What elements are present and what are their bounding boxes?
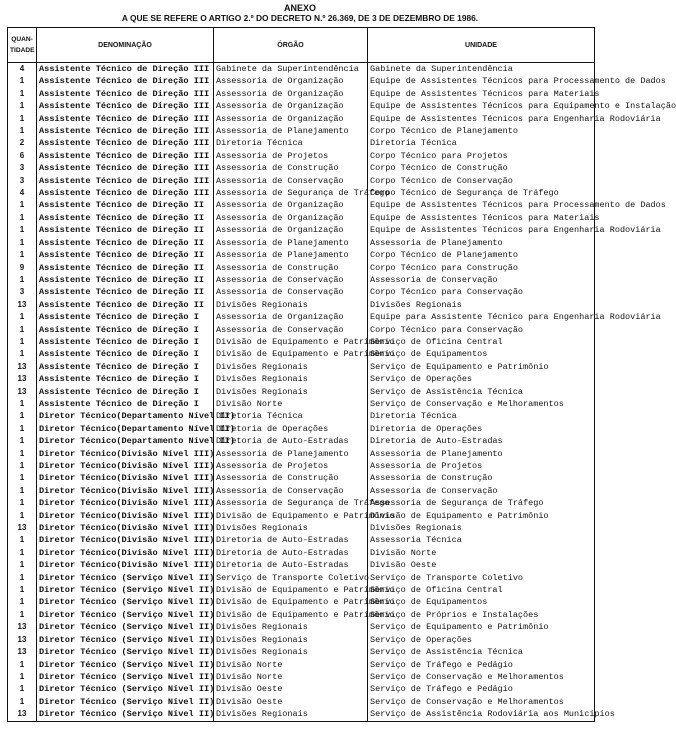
table-row [8, 262, 595, 274]
cell-quantidade: 3 [8, 162, 37, 174]
cell-denominacao: Assistente Técnico de Direção III [37, 100, 214, 112]
cell-quantidade: 13 [8, 621, 37, 633]
cell-quantidade: 1 [8, 398, 37, 410]
cell-orgao: Divisão de Equipamento e Patrimônio [214, 336, 368, 348]
cell-unidade: Serviço de Conservação e Melhoramentos [368, 671, 595, 683]
document-title: ANEXO [283, 3, 316, 13]
cell-denominacao: Diretor Técnico(Divisão Nível III) [37, 497, 214, 509]
cell-unidade: Assessoria de Planejamento [368, 448, 595, 460]
cell-orgao: Divisão de Equipamento e Patrimônio [214, 348, 368, 360]
cell-unidade: Gabinete da Superintendência [368, 63, 595, 76]
table-row [8, 125, 595, 137]
cell-orgao: Divisões Regionais [214, 386, 368, 398]
table-row [8, 224, 595, 236]
cell-denominacao: Assistente Técnico de Direção III [37, 150, 214, 162]
cell-quantidade: 1 [8, 472, 37, 484]
column-header-unidade: UNIDADE [368, 28, 595, 63]
cell-denominacao: Diretor Técnico(Departamento Nível II) [37, 423, 214, 435]
cell-orgao: Assessoria de Projetos [214, 460, 368, 472]
cell-orgao: Diretoria de Operações [214, 423, 368, 435]
cell-denominacao: Assistente Técnico de Direção I [37, 348, 214, 360]
cell-quantidade: 1 [8, 88, 37, 100]
table-row [8, 150, 595, 162]
cell-quantidade: 13 [8, 299, 37, 311]
cell-denominacao: Assistente Técnico de Direção II [37, 262, 214, 274]
cell-orgao: Divisões Regionais [214, 522, 368, 534]
table-row [8, 423, 595, 435]
cell-quantidade: 1 [8, 559, 37, 571]
cell-unidade: Divisões Regionais [368, 522, 595, 534]
column-header-quantidade [8, 28, 37, 63]
table-row [8, 671, 595, 683]
cell-orgao: Divisões Regionais [214, 708, 368, 721]
cell-orgao: Assessoria de Organização [214, 311, 368, 323]
table-row [8, 100, 595, 112]
cell-denominacao: Assistente Técnico de Direção III [37, 63, 214, 76]
cell-orgao: Divisão Norte [214, 659, 368, 671]
cell-unidade: Serviço de Assistência Técnica [368, 646, 595, 658]
cell-quantidade: 1 [8, 497, 37, 509]
table-row [8, 609, 595, 621]
cell-orgao: Diretoria de Auto-Estradas [214, 534, 368, 546]
cell-unidade: Serviço de Transporte Coletivo [368, 572, 595, 584]
cell-quantidade: 13 [8, 646, 37, 658]
cell-orgao: Assessoria de Construção [214, 472, 368, 484]
cell-quantidade: 1 [8, 547, 37, 559]
table-row [8, 596, 595, 608]
table-row [8, 559, 595, 571]
cell-quantidade: 1 [8, 249, 37, 261]
cell-unidade: Corpo Técnico para Projetos [368, 150, 595, 162]
table-row [8, 460, 595, 472]
cell-unidade: Assessoria de Conservação [368, 274, 595, 286]
cell-denominacao: Assistente Técnico de Direção III [37, 125, 214, 137]
cell-denominacao: Assistente Técnico de Direção III [37, 162, 214, 174]
cell-denominacao: Diretor Técnico (Serviço Nível II) [37, 621, 214, 633]
cell-orgao: Assessoria de Planejamento [214, 448, 368, 460]
cell-quantidade: 1 [8, 572, 37, 584]
cell-orgao: Assessoria de Construção [214, 262, 368, 274]
cell-orgao: Assessoria de Organização [214, 100, 368, 112]
table-header-row [8, 28, 595, 63]
table-row [8, 634, 595, 646]
cell-denominacao: Assistente Técnico de Direção II [37, 274, 214, 286]
cell-denominacao: Assistente Técnico de Direção II [37, 249, 214, 261]
cell-unidade: Corpo Técnico de Conservação [368, 175, 595, 187]
cell-denominacao: Diretor Técnico (Serviço Nível II) [37, 659, 214, 671]
cell-denominacao: Diretor Técnico(Divisão Nível III) [37, 510, 214, 522]
cell-denominacao: Diretor Técnico(Divisão Nível III) [37, 460, 214, 472]
cell-quantidade: 1 [8, 423, 37, 435]
cell-unidade: Equipe para Assistente Técnico para Engenharia Rodoviária [368, 311, 595, 323]
cell-quantidade: 1 [8, 584, 37, 596]
cell-denominacao: Diretor Técnico (Serviço Nível II) [37, 708, 214, 721]
cell-unidade: Serviço de Assistência Técnica [368, 386, 595, 398]
table-row [8, 199, 595, 211]
cell-quantidade: 1 [8, 596, 37, 608]
annex-table [7, 27, 676, 722]
cell-orgao: Divisões Regionais [214, 373, 368, 385]
cell-unidade: Equipe de Assistentes Técnicos para Processamento de Dados [368, 75, 595, 87]
cell-quantidade: 1 [8, 671, 37, 683]
cell-quantidade: 13 [8, 361, 37, 373]
cell-denominacao: Diretor Técnico (Serviço Nível II) [37, 634, 214, 646]
table-row [8, 621, 595, 633]
cell-quantidade: 1 [8, 448, 37, 460]
cell-denominacao: Diretor Técnico(Divisão Nível III) [37, 534, 214, 546]
cell-orgao: Assessoria de Organização [214, 75, 368, 87]
cell-quantidade: 13 [8, 708, 37, 721]
table-row [8, 286, 595, 298]
cell-quantidade: 1 [8, 410, 37, 422]
cell-quantidade: 1 [8, 113, 37, 125]
cell-orgao: Assessoria de Construção [214, 162, 368, 174]
table-row [8, 497, 595, 509]
cell-quantidade: 1 [8, 659, 37, 671]
column-header-quantidade-line2: TIDADE [10, 47, 35, 54]
cell-orgao: Serviço de Transporte Coletivo [214, 572, 368, 584]
cell-orgao: Diretoria de Auto-Estradas [214, 547, 368, 559]
table-row [8, 348, 595, 360]
cell-unidade: Serviço de Equipamento e Patrimônio [368, 621, 595, 633]
cell-denominacao: Diretor Técnico(Departamento Nível II) [37, 435, 214, 447]
table-row [8, 336, 595, 348]
cell-quantidade: 1 [8, 274, 37, 286]
cell-unidade: Divisão Oeste [368, 559, 595, 571]
cell-denominacao: Diretor Técnico(Divisão Nível III) [37, 472, 214, 484]
cell-orgao: Assessoria de Organização [214, 212, 368, 224]
cell-orgao: Gabinete da Superintendência [214, 63, 368, 76]
table-row [8, 410, 595, 422]
cell-denominacao: Diretor Técnico (Serviço Nível II) [37, 696, 214, 708]
table-row [8, 708, 595, 721]
cell-orgao: Assessoria de Segurança de Tráfego [214, 187, 368, 199]
cell-unidade: Serviço de Equipamentos [368, 348, 595, 360]
table-row [8, 398, 595, 410]
table-row [8, 361, 595, 373]
cell-quantidade: 1 [8, 609, 37, 621]
cell-unidade: Serviço de Oficina Central [368, 336, 595, 348]
table-row [8, 435, 595, 447]
cell-orgao: Divisão Norte [214, 398, 368, 410]
cell-quantidade: 1 [8, 435, 37, 447]
cell-denominacao: Diretor Técnico(Divisão Nível III) [37, 559, 214, 571]
cell-orgao: Assessoria de Conservação [214, 175, 368, 187]
cell-quantidade: 1 [8, 534, 37, 546]
table-row [8, 696, 595, 708]
cell-orgao: Assessoria de Projetos [214, 150, 368, 162]
cell-orgao: Divisão Norte [214, 671, 368, 683]
cell-unidade: Corpo Técnico para Construção [368, 262, 595, 274]
document-subtitle: A QUE SE REFERE O ARTIGO 2.º DO DECRETO N.º 26.369, DE 3 DE DEZEMBRO DE 1986. [121, 13, 479, 23]
cell-denominacao: Assistente Técnico de Direção III [37, 187, 214, 199]
cell-orgao: Assessoria de Conservação [214, 274, 368, 286]
cell-orgao: Divisão de Equipamento e Patrimônio [214, 596, 368, 608]
table-row [8, 63, 595, 76]
cell-unidade: Serviço de Assistência Rodoviária aos Municípios [368, 708, 595, 721]
cell-unidade: Equipe de Assistentes Técnicos para Materiais [368, 212, 595, 224]
table-row [8, 162, 595, 174]
cell-unidade: Serviço de Próprios e Instalações [368, 609, 595, 621]
cell-denominacao: Assistente Técnico de Direção II [37, 212, 214, 224]
cell-orgao: Divisão de Equipamento e Patrimônio [214, 510, 368, 522]
cell-denominacao: Assistente Técnico de Direção I [37, 311, 214, 323]
table-row [8, 683, 595, 695]
table-row [8, 187, 595, 199]
table-row [8, 113, 595, 125]
column-header-denominacao: DENOMINAÇÃO [37, 28, 214, 63]
cell-quantidade: 1 [8, 696, 37, 708]
cell-orgao: Diretoria Técnica [214, 410, 368, 422]
cell-quantidade: 13 [8, 386, 37, 398]
table-row [8, 324, 595, 336]
cell-quantidade: 1 [8, 324, 37, 336]
cell-quantidade: 1 [8, 125, 37, 137]
cell-denominacao: Assistente Técnico de Direção II [37, 199, 214, 211]
cell-orgao: Assessoria de Conservação [214, 324, 368, 336]
cell-unidade: Divisão Norte [368, 547, 595, 559]
cell-denominacao: Diretor Técnico(Divisão Nível III) [37, 547, 214, 559]
cell-denominacao: Assistente Técnico de Direção III [37, 175, 214, 187]
cell-quantidade: 1 [8, 485, 37, 497]
cell-denominacao: Assistente Técnico de Direção II [37, 299, 214, 311]
table-row [8, 646, 595, 658]
table-row [8, 572, 595, 584]
table-row [8, 534, 595, 546]
cell-orgao: Divisões Regionais [214, 646, 368, 658]
cell-quantidade: 2 [8, 137, 37, 149]
cell-orgao: Assessoria de Conservação [214, 286, 368, 298]
table-row [8, 299, 595, 311]
cell-quantidade: 1 [8, 75, 37, 87]
cell-denominacao: Assistente Técnico de Direção III [37, 137, 214, 149]
cell-orgao: Divisão Oeste [214, 683, 368, 695]
column-header-quantidade-line1: QUAN- [11, 36, 33, 43]
cell-unidade: Divisões Regionais [368, 299, 595, 311]
table-row [8, 472, 595, 484]
cell-quantidade: 1 [8, 100, 37, 112]
cell-orgao: Divisão de Equipamento e Patrimônio [214, 609, 368, 621]
cell-unidade: Corpo Técnico de Segurança de Tráfego [368, 187, 595, 199]
cell-denominacao: Assistente Técnico de Direção II [37, 237, 214, 249]
cell-unidade: Assessoria de Planejamento [368, 237, 595, 249]
cell-unidade: Divisão de Equipamento e Patrimônio [368, 510, 595, 522]
table-row [8, 547, 595, 559]
column-header-orgao: ÓRGÃO [214, 28, 368, 63]
cell-quantidade: 9 [8, 262, 37, 274]
cell-quantidade: 1 [8, 510, 37, 522]
cell-unidade: Serviço de Operações [368, 373, 595, 385]
cell-unidade: Assessoria de Projetos [368, 460, 595, 472]
table-row [8, 584, 595, 596]
cell-quantidade: 3 [8, 175, 37, 187]
cell-unidade: Equipe de Assistentes Técnicos para Processamento de Dados [368, 199, 595, 211]
table-row [8, 212, 595, 224]
table-row [8, 659, 595, 671]
cell-denominacao: Assistente Técnico de Direção II [37, 286, 214, 298]
cell-orgao: Assessoria de Organização [214, 199, 368, 211]
table-row [8, 249, 595, 261]
cell-unidade: Equipe de Assistentes Técnicos para Materiais [368, 88, 595, 100]
cell-denominacao: Assistente Técnico de Direção I [37, 324, 214, 336]
cell-denominacao: Assistente Técnico de Direção III [37, 75, 214, 87]
cell-unidade: Diretoria de Operações [368, 423, 595, 435]
cell-denominacao: Diretor Técnico (Serviço Nível II) [37, 609, 214, 621]
table-body [8, 63, 676, 722]
cell-denominacao: Diretor Técnico (Serviço Nível II) [37, 683, 214, 695]
cell-unidade: Serviço de Tráfego e Pedágio [368, 659, 595, 671]
cell-quantidade: 13 [8, 634, 37, 646]
cell-denominacao: Diretor Técnico(Departamento Nível II) [37, 410, 214, 422]
cell-unidade: Corpo Técnico para Conservação [368, 286, 595, 298]
cell-quantidade: 13 [8, 522, 37, 534]
cell-denominacao: Diretor Técnico(Divisão Nível III) [37, 485, 214, 497]
cell-denominacao: Assistente Técnico de Direção I [37, 398, 214, 410]
cell-unidade: Serviço de Conservação e Melhoramentos [368, 398, 595, 410]
table-row [8, 137, 595, 149]
cell-orgao: Divisão Oeste [214, 696, 368, 708]
cell-unidade: Serviço de Equipamento e Patrimônio [368, 361, 595, 373]
cell-denominacao: Assistente Técnico de Direção III [37, 88, 214, 100]
table-row [8, 386, 595, 398]
cell-denominacao: Diretor Técnico (Serviço Nível II) [37, 572, 214, 584]
cell-denominacao: Assistente Técnico de Direção II [37, 224, 214, 236]
cell-unidade: Assessoria Técnica [368, 534, 595, 546]
cell-orgao: Divisões Regionais [214, 621, 368, 633]
cell-orgao: Divisões Regionais [214, 299, 368, 311]
cell-denominacao: Assistente Técnico de Direção I [37, 336, 214, 348]
cell-orgao: Assessoria de Planejamento [214, 237, 368, 249]
cell-denominacao: Assistente Técnico de Direção I [37, 386, 214, 398]
cell-orgao: Assessoria de Planejamento [214, 125, 368, 137]
cell-unidade: Diretoria Técnica [368, 137, 595, 149]
cell-denominacao: Diretor Técnico(Divisão Nível III) [37, 448, 214, 460]
table-row [8, 373, 595, 385]
table-row [8, 311, 595, 323]
cell-orgao: Diretoria Técnica [214, 137, 368, 149]
cell-quantidade: 1 [8, 311, 37, 323]
cell-unidade: Corpo Técnico de Planejamento [368, 125, 595, 137]
cell-quantidade: 1 [8, 336, 37, 348]
cell-orgao: Diretoria de Auto-Estradas [214, 435, 368, 447]
cell-unidade: Corpo Técnico para Conservação [368, 324, 595, 336]
table-row [8, 175, 595, 187]
cell-orgao: Assessoria de Segurança de Tráfego [214, 497, 368, 509]
cell-quantidade: 1 [8, 460, 37, 472]
cell-unidade: Diretoria Técnica [368, 410, 595, 422]
table-row [8, 485, 595, 497]
cell-unidade: Serviço de Oficina Central [368, 584, 595, 596]
cell-denominacao: Assistente Técnico de Direção III [37, 113, 214, 125]
cell-denominacao: Diretor Técnico (Serviço Nível II) [37, 596, 214, 608]
cell-orgao: Assessoria de Organização [214, 88, 368, 100]
table-row [8, 88, 595, 100]
cell-unidade: Diretoria de Auto-Estradas [368, 435, 595, 447]
cell-unidade: Serviço de Conservação e Melhoramentos [368, 696, 595, 708]
cell-quantidade: 1 [8, 348, 37, 360]
cell-orgao: Assessoria de Organização [214, 224, 368, 236]
cell-quantidade: 3 [8, 286, 37, 298]
cell-denominacao: Diretor Técnico (Serviço Nível II) [37, 646, 214, 658]
cell-orgao: Divisões Regionais [214, 361, 368, 373]
cell-unidade: Corpo Técnico de Construção [368, 162, 595, 174]
table-row [8, 274, 595, 286]
cell-denominacao: Diretor Técnico (Serviço Nível II) [37, 671, 214, 683]
cell-unidade: Equipe de Assistentes Técnicos para Equipamento e Instalação [368, 100, 595, 112]
table-row [8, 448, 595, 460]
cell-unidade: Serviço de Tráfego e Pedágio [368, 683, 595, 695]
cell-orgao: Assessoria de Planejamento [214, 249, 368, 261]
cell-quantidade: 6 [8, 150, 37, 162]
cell-denominacao: Diretor Técnico (Serviço Nível II) [37, 584, 214, 596]
cell-unidade: Assessoria de Segurança de Tráfego [368, 497, 595, 509]
cell-orgao: Divisão de Equipamento e Patrimônio [214, 584, 368, 596]
cell-quantidade: 1 [8, 237, 37, 249]
cell-denominacao: Assistente Técnico de Direção I [37, 361, 214, 373]
cell-quantidade: 1 [8, 199, 37, 211]
cell-unidade: Equipe de Assistentes Técnicos para Engenharia Rodoviária [368, 224, 595, 236]
cell-orgao: Assessoria de Conservação [214, 485, 368, 497]
table-row [8, 75, 595, 87]
cell-quantidade: 1 [8, 683, 37, 695]
cell-quantidade: 1 [8, 212, 37, 224]
table-row [8, 522, 595, 534]
cell-orgao: Assessoria de Organização [214, 113, 368, 125]
cell-unidade: Assessoria de Construção [368, 472, 595, 484]
cell-quantidade: 13 [8, 373, 37, 385]
table-row [8, 237, 595, 249]
cell-unidade: Equipe de Assistentes Técnicos para Engenharia Rodoviária [368, 113, 595, 125]
cell-quantidade: 4 [8, 187, 37, 199]
cell-unidade: Corpo Técnico de Planejamento [368, 249, 595, 261]
cell-quantidade: 4 [8, 63, 37, 76]
cell-denominacao: Diretor Técnico(Divisão Nível III) [37, 522, 214, 534]
cell-unidade: Serviço de Equipamentos [368, 596, 595, 608]
cell-orgao: Diretoria de Auto-Estradas [214, 559, 368, 571]
cell-orgao: Divisões Regionais [214, 634, 368, 646]
cell-denominacao: Assistente Técnico de Direção I [37, 373, 214, 385]
cell-unidade: Assessoria de Conservação [368, 485, 595, 497]
cell-quantidade: 1 [8, 224, 37, 236]
cell-unidade: Serviço de Operações [368, 634, 595, 646]
table-row [8, 510, 595, 522]
